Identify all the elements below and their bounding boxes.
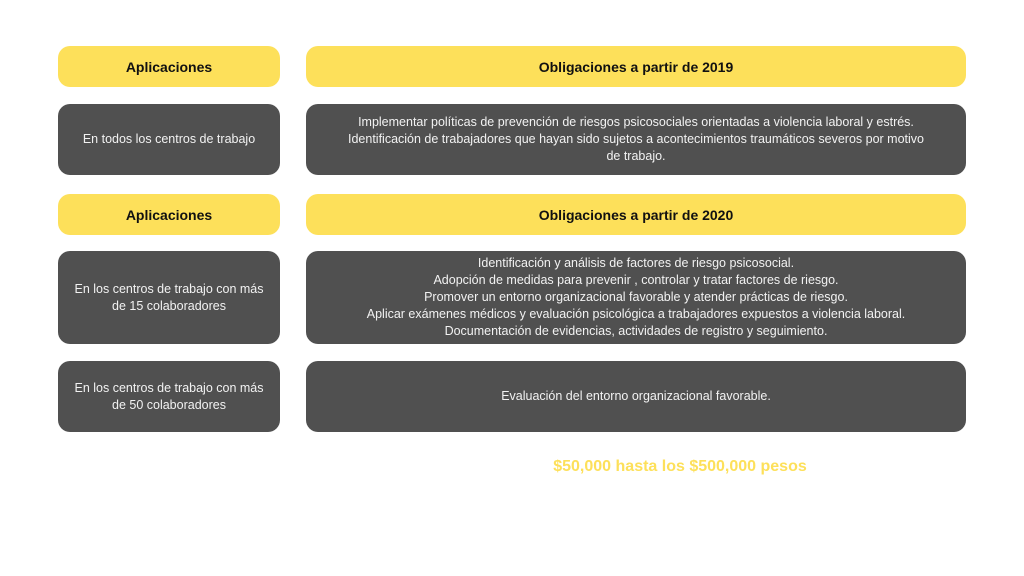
obligations-header-label: Obligaciones a partir de 2019	[538, 58, 734, 75]
application-cell-50-collaborators	[58, 361, 280, 432]
obligations-cell-50-collaborators	[306, 361, 966, 432]
application-text-line: En todos los centros de trabajo	[82, 132, 256, 146]
obligations-header-label: Obligaciones a partir de 2020	[538, 206, 734, 223]
obligation-text-line: Documentación de evidencias, actividades de registro y seguimiento.	[444, 324, 828, 338]
applications-header-2020	[58, 194, 280, 235]
obligation-text-line: Adopción de medidas para prevenir , controlar y tratar factores de riesgo.	[433, 273, 839, 287]
application-text-line: En los centros de trabajo con más	[74, 380, 264, 395]
obligation-text-line: Aplicar exámenes médicos y evaluación psicológica a trabajadores expuestos a violencia laboral.	[366, 307, 906, 321]
obligation-text-line: Promover un entorno organizacional favorable y atender prácticas de riesgo.	[424, 290, 848, 304]
obligations-header-2019	[306, 46, 966, 87]
applications-header-label: Aplicaciones	[125, 58, 213, 75]
obligation-text-line: Identificación y análisis de factores de riesgo psicosocial.	[477, 256, 795, 270]
obligations-header-2020	[306, 194, 966, 235]
application-text-line: de 50 colaboradores	[112, 397, 226, 412]
obligations-cell-15-collaborators	[306, 251, 966, 344]
obligation-text-line: de trabajo.	[606, 149, 666, 163]
application-cell-15-collaborators	[58, 251, 280, 344]
applications-header-label: Aplicaciones	[125, 206, 213, 223]
obligation-text-line: Identificación de trabajadores que hayan sido sujetos a acontecimientos traumáticos severos por motivo	[347, 132, 924, 146]
obligation-text-line: Evaluación del entorno organizacional favorable.	[501, 389, 771, 403]
obligations-cell-2019	[306, 104, 966, 175]
application-cell-all-workplaces	[58, 104, 280, 175]
applications-header-2019	[58, 46, 280, 87]
application-text-line: de 15 colaboradores	[112, 298, 226, 313]
obligation-text-line: Implementar políticas de prevención de riesgos psicosociales orientadas a violencia laboral y estrés.	[358, 115, 914, 129]
application-text-line: En los centros de trabajo con más	[74, 281, 264, 296]
fine-range-text: $50,000 hasta los $500,000 pesos	[553, 458, 807, 475]
